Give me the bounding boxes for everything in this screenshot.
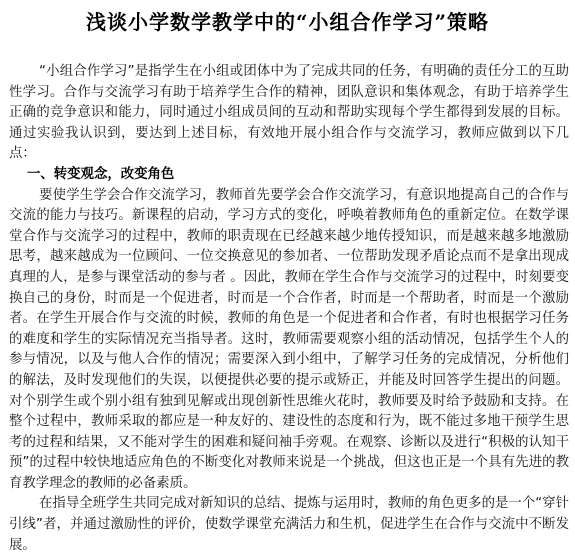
section-heading: 一、转变观念，改变角色 bbox=[27, 166, 175, 182]
section-paragraph: 要使学生学会合作交流学习，教师首先要学会合作交流学习，有意识地提高自己的合作与交流的能力与技巧。新课程的启动，学习方式的变化，呼唤着教师角色的重新定位。在数学课堂合作与交流学习的过程中，教师的职责现在已经越来越少地传授知识，而是越来越多地激励思考，越来越成为一位顾问、一位交换意见的参加者、一位帮助发现矛盾论点而不是拿出现成真理的人，是参与课堂活动的参与者 。因此，教师在学生合作与交流学习的过程中，时刻要变换自己的身份，时而是一个促进者，时而是一个合作者，时而是一个帮助者，时而是一个激励者。在学生开展合作与交流的时候，教师的角色是一个促进者和合作者，有时也根据学习任务的难度和学生的实际情况充当指导者。这时，教师需要观察小组的活动情况，包括学生个人的参与情况，以及与他人合作的情况；需要深入到小组中，了解学习任务的完成情况，分析他们的解法，及时发现他们的失误，以便提供必要的提示或矫正，并能及时回答学生提出的问题。对个别学生或个别小组有独到见解或出现创新性思维火花时，教师要及时给予鼓励和支持。在整个过程中，教师采取的都应是一种友好的、建设性的态度和行为，既不能过多地干预学生思考的过程和结果，又不能对学生的困难和疑问袖手旁观。在观察、诊断以及进行“积极的认知干预”的过程中较快地适应角色的不断变化对教师来说是一个挑战，但这也正是一个具有先进的教育教学理念的教师的必备素质。 bbox=[9, 187, 569, 491]
document-body bbox=[9, 62, 569, 556]
document-title: 浅谈小学数学教学中的“小组合作学习”策略 bbox=[85, 10, 489, 34]
last-paragraph: 在指导全班学生共同完成对新知识的总结、提炼与运用时，教师的角色更多的是一个“穿针引线”者，并通过激励性的评价，使数学课堂充满活力和生机，促进学生在合作与交流中不断发展。 bbox=[9, 496, 569, 553]
intro-paragraph: “小组合作学习”是指学生在小组或团体中为了完成共同的任务，有明确的责任分工的互助性学习。合作与交流学习有助于培养学生合作的精神，团队意识和集体观念，有助于培养学生正确的竞争意识和能力，同时通过小组成员间的互动和帮助实现每个学生都得到发展的目标。通过实验我认识到，要达到上述目标，有效地开展小组合作与交流学习，教师应做到以下几点： bbox=[9, 64, 569, 162]
